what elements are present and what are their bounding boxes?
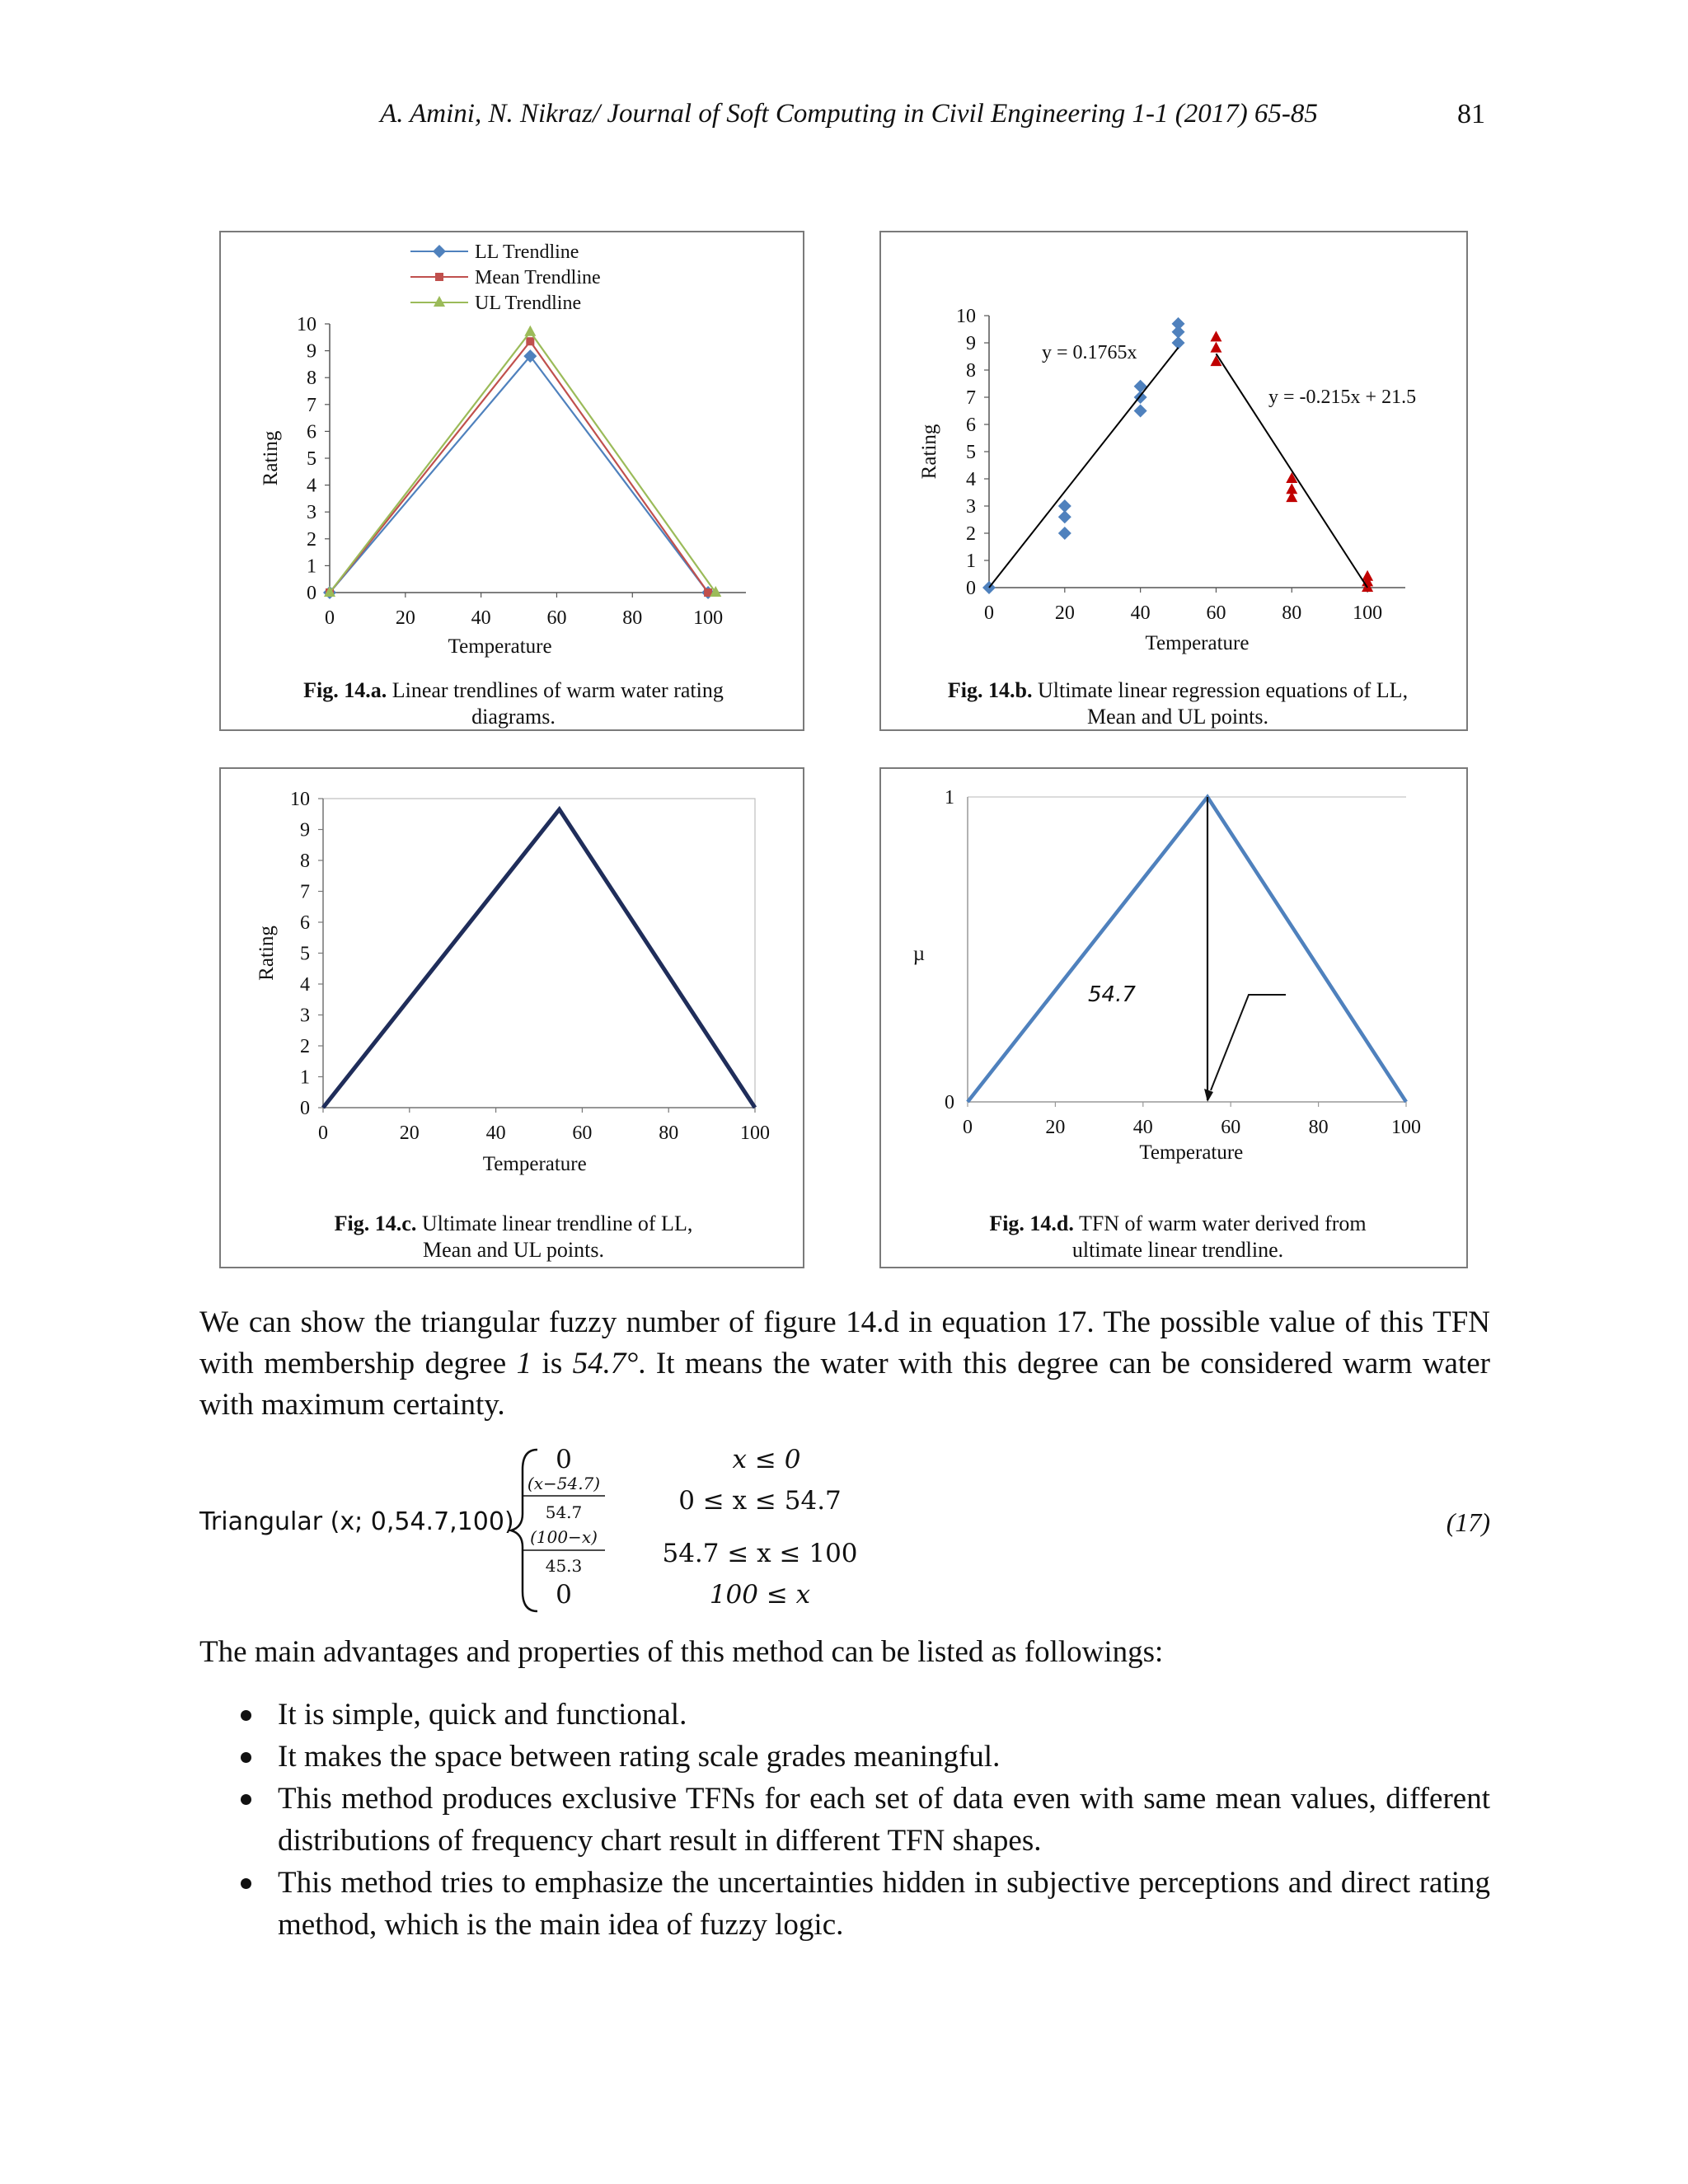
figure-14c (219, 767, 804, 1268)
y-tick-label: 0 (945, 1092, 954, 1113)
advantages-list (199, 1694, 1490, 1946)
y-axis-title: Rating (260, 430, 282, 486)
x-tick-label: 60 (572, 1122, 593, 1144)
figure-14d-caption (980, 1211, 1376, 1263)
y-tick-label: 5 (966, 442, 976, 463)
x-tick-label: 0 (984, 602, 994, 624)
running-head (0, 99, 1688, 140)
list-item (199, 1694, 1490, 1736)
x-tick-label: 80 (622, 607, 643, 629)
y-tick-label: 6 (966, 415, 976, 436)
y-tick-label: 0 (300, 1098, 310, 1119)
bullet-icon (241, 1794, 251, 1805)
x-axis-title: Temperature (1139, 1141, 1244, 1164)
y-tick-label: 1 (966, 551, 976, 572)
chart-14d-plot (913, 787, 1421, 1164)
bullet-icon (241, 1710, 251, 1721)
legend-label: Mean Trendline (475, 267, 601, 288)
plot-area-border (323, 799, 755, 1108)
data-point (526, 337, 534, 345)
x-axis-title: Temperature (448, 635, 552, 658)
y-tick-label: 4 (300, 974, 310, 996)
y-tick-label: 7 (966, 387, 976, 409)
data-point (1210, 342, 1221, 353)
list-item-text: It makes the space between rating scale grades meaningful. (278, 1740, 1001, 1774)
list-item-text: This method tries to emphasize the uncertainties hidden in subjective perceptions and direct rating method, which is the main idea of fuzzy logic. (278, 1866, 1490, 1942)
figure-14c-caption (316, 1211, 711, 1263)
x-tick-label: 40 (485, 1122, 506, 1144)
bullet-icon (241, 1878, 251, 1889)
y-tick-label: 7 (307, 394, 316, 416)
x-tick-label: 20 (1045, 1117, 1066, 1138)
y-tick-label: 9 (966, 333, 976, 354)
data-point (524, 326, 536, 336)
x-tick-label: 0 (325, 607, 335, 629)
y-tick-label: 10 (297, 314, 316, 335)
x-tick-label: 100 (693, 607, 724, 629)
data-point (1058, 527, 1071, 540)
legend-marker (433, 245, 446, 258)
series-line (330, 341, 708, 593)
para1-value: 54.7° (572, 1347, 639, 1380)
figure-14a (219, 231, 804, 731)
annotation-leader (1211, 995, 1286, 1090)
x-axis-title: Temperature (1145, 632, 1250, 654)
y-tick-label: 0 (966, 578, 976, 599)
y-tick-label: 5 (300, 943, 310, 965)
para1-text-c: . It means the water with this degree can be considered warm water with maximum certainty. (199, 1347, 1490, 1422)
y-axis-title: Rating (918, 424, 940, 480)
figure-14b-chart (881, 232, 1470, 733)
series-line (323, 809, 755, 1108)
data-point (1362, 570, 1373, 581)
figure-14b (879, 231, 1468, 731)
x-tick-label: 0 (963, 1117, 973, 1138)
caption-text: Ultimate linear trendline of LL, Mean and UL points. (421, 1212, 693, 1262)
para1-text-b: is (532, 1347, 573, 1380)
y-tick-label: 5 (307, 448, 316, 470)
data-point (1210, 330, 1221, 341)
chart-14a-plot (260, 241, 746, 658)
row2-denominator: 54.7 (545, 1502, 583, 1522)
x-tick-label: 100 (740, 1122, 770, 1144)
regression-line (989, 348, 1179, 588)
y-tick-label: 3 (307, 502, 316, 524)
figure-14a-chart (221, 232, 806, 733)
x-tick-label: 80 (1308, 1117, 1329, 1138)
chart-14b-plot (918, 306, 1416, 654)
x-tick-label: 20 (1054, 602, 1075, 624)
list-item-text: It is simple, quick and functional. (278, 1698, 687, 1732)
equation-body (199, 1438, 1490, 1619)
row4-condition: 100 ≤ x (709, 1580, 811, 1610)
bullet-icon (241, 1752, 251, 1763)
legend-marker (434, 296, 445, 307)
chart-14c-plot (256, 789, 770, 1175)
row3-numerator: (100−x) (530, 1527, 598, 1547)
caption-text: Linear trendlines of warm water rating diagrams. (392, 678, 724, 729)
x-tick-label: 20 (395, 607, 415, 629)
row4-value: 0 (556, 1580, 572, 1610)
caption-text: TFN of warm water derived from ultimate linear trendline. (1071, 1212, 1367, 1262)
page-number: 81 (1457, 99, 1485, 129)
legend-marker (435, 273, 443, 281)
y-tick-label: 9 (307, 340, 316, 363)
para1-degree: 1 (516, 1347, 532, 1380)
y-tick-label: 8 (966, 360, 976, 382)
arrowhead-icon (1204, 1089, 1213, 1102)
row1-value: 0 (556, 1445, 572, 1474)
x-axis-title: Temperature (482, 1153, 587, 1175)
y-axis-title: µ (912, 943, 926, 965)
row2-condition: 0 ≤ x ≤ 54.7 (678, 1486, 842, 1516)
data-point (1134, 405, 1147, 418)
figure-14c-chart (221, 769, 806, 1270)
caption-label: Fig. 14.b. (947, 678, 1033, 702)
list-item-text: This method produces exclusive TFNs for each set of data even with same mean values, different distributions of frequency chart result in different TFN shapes. (278, 1782, 1490, 1858)
series-line (330, 332, 715, 593)
equation-17 (199, 1438, 1490, 1619)
y-tick-label: 9 (300, 819, 310, 841)
figure-14b-caption (947, 677, 1409, 730)
y-tick-label: 1 (307, 555, 316, 578)
y-tick-label: 7 (300, 881, 310, 903)
caption-label: Fig. 14.d. (989, 1212, 1074, 1235)
y-tick-label: 8 (307, 368, 316, 390)
row3-denominator: 45.3 (545, 1556, 583, 1576)
y-tick-label: 1 (945, 787, 954, 808)
figure-14d (879, 767, 1468, 1268)
row3-condition: 54.7 ≤ x ≤ 100 (662, 1539, 858, 1568)
y-tick-label: 4 (307, 475, 316, 497)
y-tick-label: 3 (300, 1005, 310, 1027)
list-item (199, 1862, 1490, 1946)
journal-citation: A. Amini, N. Nikraz/ Journal of Soft Computing in Civil Engineering 1-1 (2017) 65-85 (380, 99, 1318, 129)
x-tick-label: 20 (399, 1122, 420, 1144)
y-tick-label: 10 (956, 306, 976, 327)
equation-right-label: y = -0.215x + 21.5 (1268, 387, 1417, 408)
caption-label: Fig. 14.a. (303, 678, 387, 702)
x-tick-label: 60 (1221, 1117, 1241, 1138)
y-tick-label: 0 (307, 583, 316, 604)
row1-condition: x ≤ 0 (732, 1445, 801, 1474)
paragraph-tfn-description (199, 1302, 1490, 1426)
x-tick-label: 40 (1132, 1117, 1153, 1138)
y-tick-label: 4 (966, 469, 976, 490)
x-tick-label: 80 (659, 1122, 679, 1144)
x-tick-label: 40 (471, 607, 491, 629)
y-tick-label: 3 (966, 496, 976, 518)
x-tick-label: 100 (1353, 602, 1383, 624)
annotation-label: 54.7 (1088, 982, 1136, 1007)
data-point (1172, 317, 1185, 330)
caption-text: Ultimate linear regression equations of LL, Mean and UL points. (1037, 678, 1409, 729)
x-tick-label: 80 (1282, 602, 1302, 624)
x-tick-label: 40 (1130, 602, 1151, 624)
figure-14d-chart (881, 769, 1470, 1270)
para1-text-a: We can show the triangular fuzzy number of figure 14.d in equation 17. The possible value of this TFN with membership degree (199, 1305, 1490, 1380)
x-tick-label: 0 (318, 1122, 328, 1144)
y-tick-label: 2 (307, 528, 316, 551)
data-point (1058, 499, 1071, 513)
equation-number: (17) (1446, 1507, 1490, 1537)
y-tick-label: 6 (300, 912, 310, 934)
equation-label: Triangular (x; 0,54.7,100) (199, 1507, 514, 1536)
y-tick-label: 1 (300, 1066, 310, 1089)
data-point (1286, 483, 1297, 494)
legend-label: UL Trendline (475, 293, 582, 314)
x-tick-label: 60 (1206, 602, 1226, 624)
figure-14a-caption (299, 677, 728, 730)
series-line (968, 797, 1406, 1102)
row2-numerator: (x−54.7) (527, 1474, 601, 1493)
caption-label: Fig. 14.c. (334, 1212, 417, 1235)
equation-left-label: y = 0.1765x (1042, 342, 1137, 363)
paragraph-advantages-intro (199, 1632, 1490, 1673)
y-tick-label: 2 (966, 523, 976, 545)
legend-label: LL Trendline (475, 241, 579, 263)
series-line (330, 356, 708, 593)
y-tick-label: 6 (307, 421, 316, 443)
y-tick-label: 2 (300, 1036, 310, 1057)
y-axis-title: Rating (256, 926, 278, 981)
list-item (199, 1736, 1490, 1778)
para2-text: The main advantages and properties of this method can be listed as followings: (199, 1635, 1164, 1669)
y-tick-label: 8 (300, 851, 310, 872)
x-tick-label: 100 (1391, 1117, 1421, 1138)
x-tick-label: 60 (546, 607, 567, 629)
y-tick-label: 10 (290, 789, 310, 810)
list-item (199, 1778, 1490, 1862)
